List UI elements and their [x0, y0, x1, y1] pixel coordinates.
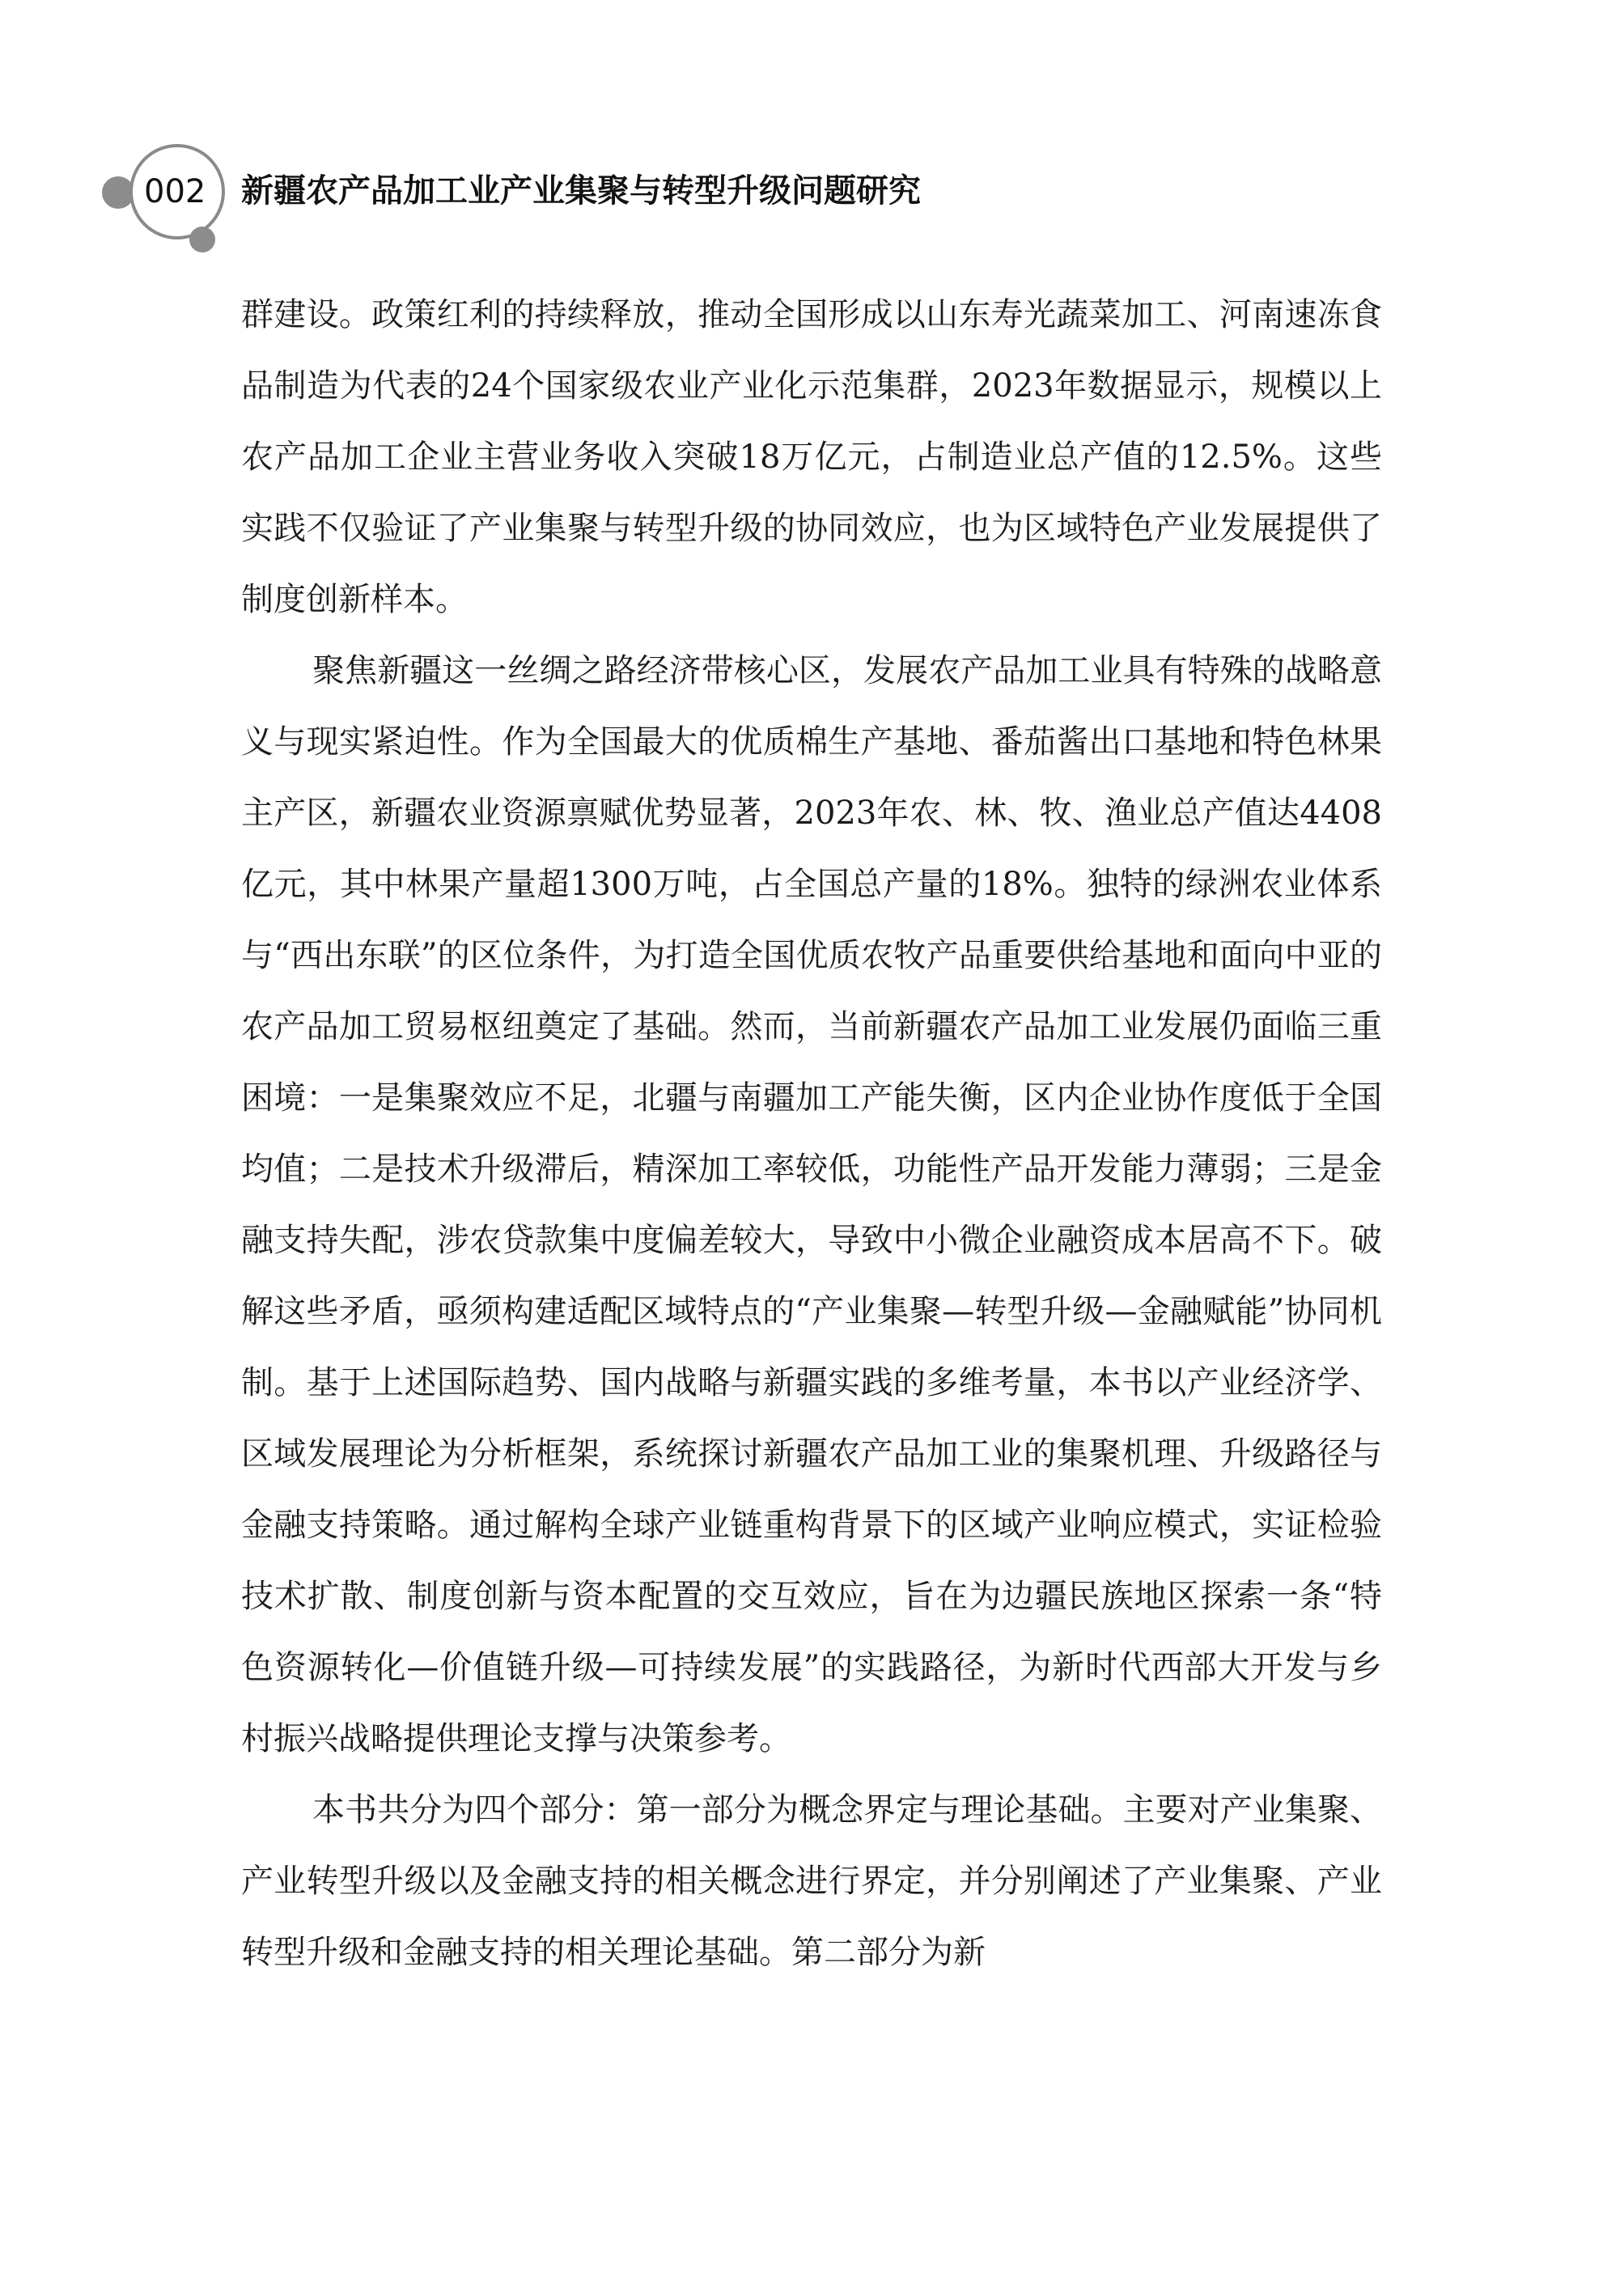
paragraph: 聚焦新疆这一丝绸之路经济带核心区，发展农产品加工业具有特殊的战略意义与现实紧迫性。作为全国最大的优质棉生产基地、番茄酱出口基地和特色林果主产区，新疆农业资源禀赋优势显著，2023年农、林、牧、渔业总产值达4408亿元，其中林果产量超1300万吨，占全国总产量的18%。独特的绿洲农业体系与“西出东联”的区位条件，为打造全国优质农牧产品重要供给基地和面向中亚的农产品加工贸易枢纽奠定了基础。然而，当前新疆农产品加工业发展仍面临三重困境：一是集聚效应不足，北疆与南疆加工产能失衡，区内企业协作度低于全国均值；二是技术升级滞后，精深加工率较低，功能性产品开发能力薄弱；三是金融支持失配，涉农贷款集中度偏差较大，导致中小微企业融资成本居高不下。破解这些矛盾，亟须构建适配区域特点的“产业集聚—转型升级—金融赋能”协同机制。基于上述国际趋势、国内战略与新疆实践的多维考量，本书以产业经济学、区域发展理论为分析框架，系统探讨新疆农产品加工业的集聚机理、升级路径与金融支持策略。通过解构全球产业链重构背景下的区域产业响应模式，实证检验技术扩散、制度创新与资本配置的交互效应，旨在为边疆民族地区探索一条“特色资源转化—价值链升级—可持续发展”的实践路径，为新时代西部大开发与乡村振兴战略提供理论支撑与决策参考。 — [241, 652, 1382, 1757]
page-number: 002 — [144, 173, 206, 210]
running-title: 新疆农产品加工业产业集聚与转型升级问题研究 — [241, 172, 921, 210]
paragraph-continued: 群建设。政策红利的持续释放，推动全国形成以山东寿光蔬菜加工、河南速冻食品制造为代表的24个国家级农业产业化示范集群，2023年数据显示，规模以上农产品加工企业主营业务收入突破18万亿元，占制造业总产值的12.5%。这些实践不仅验证了产业集聚与转型升级的协同效应，也为区域特色产业发展提供了制度创新样本。 — [241, 296, 1382, 618]
body-text — [241, 279, 1382, 1988]
page-header — [0, 0, 1624, 275]
decorative-dot — [189, 227, 215, 252]
paragraph: 本书共分为四个部分：第一部分为概念界定与理论基础。主要对产业集聚、产业转型升级以及金融支持的相关概念进行界定，并分别阐述了产业集聚、产业转型升级和金融支持的相关理论基础。第二部分为新 — [241, 1791, 1382, 1971]
